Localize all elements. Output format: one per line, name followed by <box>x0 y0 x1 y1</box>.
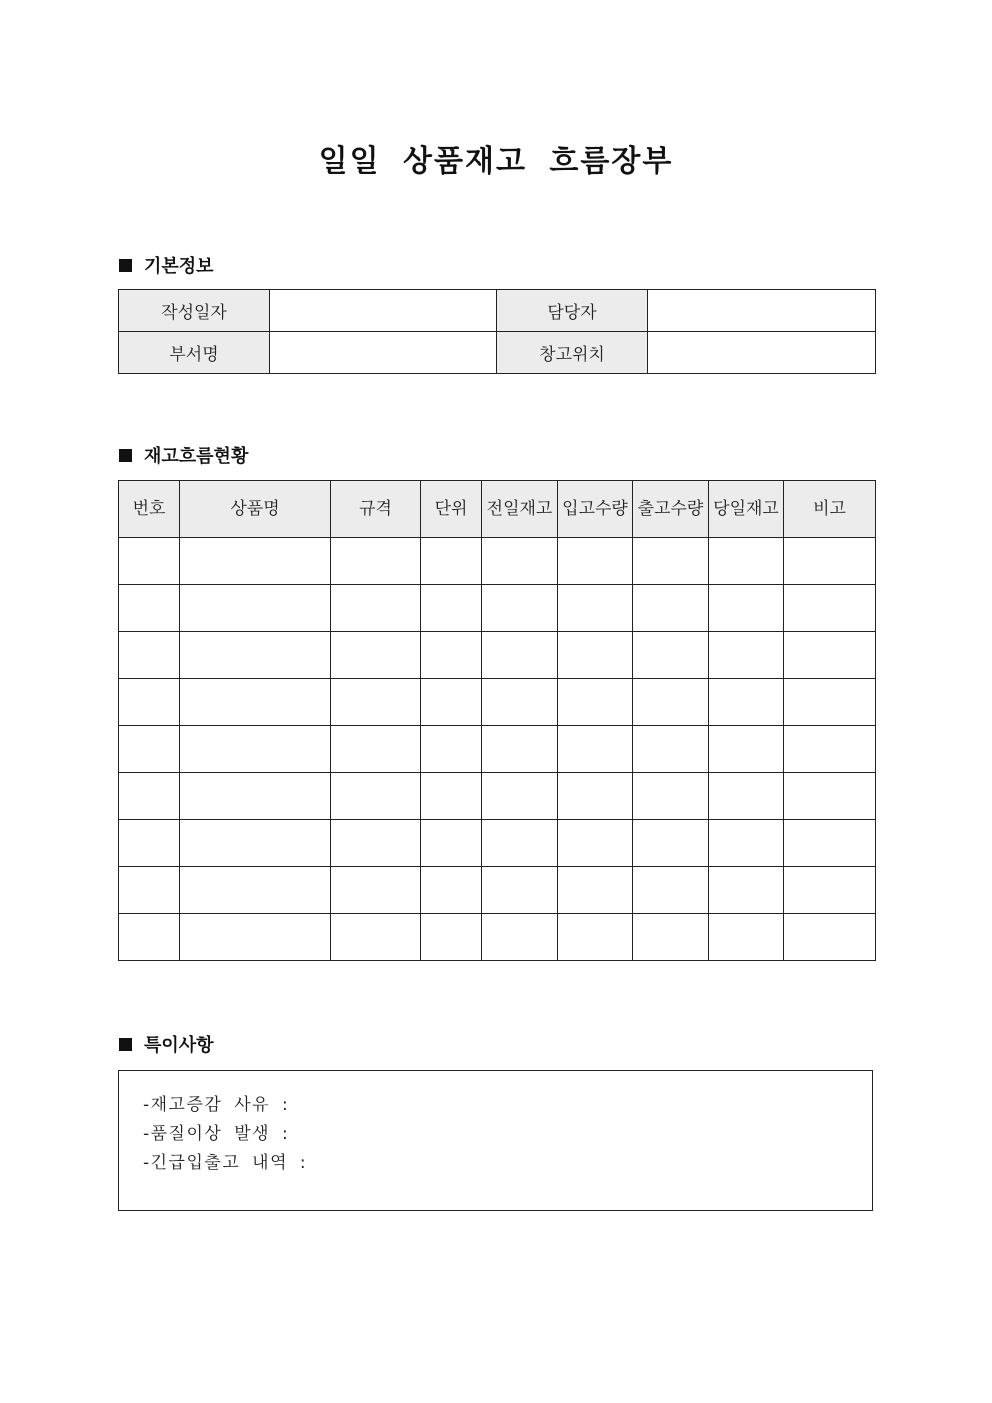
table-cell-today-stock[interactable] <box>709 679 784 726</box>
table-cell-spec[interactable] <box>331 914 421 961</box>
remark-quality-issue: -품질이상 발생 : <box>143 1124 290 1144</box>
table-cell-today-stock[interactable] <box>709 726 784 773</box>
table-cell-prev-stock[interactable] <box>482 820 558 867</box>
basic-info-row <box>119 332 876 374</box>
column-header-label: 단위 <box>434 498 468 519</box>
square-bullet-icon <box>119 259 132 272</box>
table-cell-in-qty[interactable] <box>558 820 633 867</box>
table-cell-prev-stock[interactable] <box>482 585 558 632</box>
written-date-field[interactable] <box>270 290 497 332</box>
stock-table-header-row <box>119 481 876 538</box>
table-cell-today-stock[interactable] <box>709 914 784 961</box>
table-cell-out-qty[interactable] <box>633 585 709 632</box>
table-cell-unit[interactable] <box>421 820 482 867</box>
table-cell-today-stock[interactable] <box>709 773 784 820</box>
column-header-no <box>119 481 180 538</box>
table-cell-prev-stock[interactable] <box>482 632 558 679</box>
section-heading-remarks <box>119 1032 214 1056</box>
basic-info-row <box>119 290 876 332</box>
remarks-box[interactable] <box>118 1070 873 1211</box>
table-cell-product-name[interactable] <box>180 679 331 726</box>
table-cell-no[interactable] <box>119 914 180 961</box>
column-header-label: 전일재고 <box>486 498 553 519</box>
label-warehouse-location: 창고위치 <box>497 332 648 374</box>
table-cell-today-stock[interactable] <box>709 538 784 585</box>
table-cell-no[interactable] <box>119 585 180 632</box>
table-cell-no[interactable] <box>119 632 180 679</box>
table-cell-in-qty[interactable] <box>558 632 633 679</box>
table-row <box>119 585 876 632</box>
table-cell-today-stock[interactable] <box>709 867 784 914</box>
section-heading-stock-flow <box>119 443 248 467</box>
table-row <box>119 632 876 679</box>
table-cell-note[interactable] <box>784 726 876 773</box>
table-cell-spec[interactable] <box>331 820 421 867</box>
table-cell-product-name[interactable] <box>180 773 331 820</box>
table-cell-in-qty[interactable] <box>558 726 633 773</box>
basic-info-table <box>118 289 876 374</box>
square-bullet-icon <box>119 1038 132 1051</box>
table-cell-today-stock[interactable] <box>709 820 784 867</box>
section-heading-basic-info <box>119 253 214 277</box>
table-cell-out-qty[interactable] <box>633 773 709 820</box>
table-cell-note[interactable] <box>784 538 876 585</box>
table-cell-no[interactable] <box>119 679 180 726</box>
label-person-in-charge: 담당자 <box>497 290 648 332</box>
table-cell-out-qty[interactable] <box>633 914 709 961</box>
table-cell-in-qty[interactable] <box>558 679 633 726</box>
column-header-label: 규격 <box>359 498 392 519</box>
table-cell-out-qty[interactable] <box>633 867 709 914</box>
table-cell-out-qty[interactable] <box>633 538 709 585</box>
table-cell-unit[interactable] <box>421 585 482 632</box>
table-cell-unit[interactable] <box>421 773 482 820</box>
column-header-product-name <box>180 481 331 538</box>
table-cell-no[interactable] <box>119 726 180 773</box>
table-cell-note[interactable] <box>784 867 876 914</box>
column-header-label: 번호 <box>132 498 166 519</box>
table-cell-in-qty[interactable] <box>558 914 633 961</box>
table-row <box>119 914 876 961</box>
table-cell-prev-stock[interactable] <box>482 726 558 773</box>
column-header-in-qty <box>558 481 633 538</box>
table-cell-spec[interactable] <box>331 867 421 914</box>
table-cell-out-qty[interactable] <box>633 632 709 679</box>
table-cell-prev-stock[interactable] <box>482 914 558 961</box>
stock-flow-table <box>118 480 876 961</box>
table-row <box>119 538 876 585</box>
table-cell-spec[interactable] <box>331 585 421 632</box>
section-heading-label: 기본정보 <box>144 256 214 277</box>
table-cell-prev-stock[interactable] <box>482 538 558 585</box>
table-cell-note[interactable] <box>784 585 876 632</box>
table-cell-out-qty[interactable] <box>633 679 709 726</box>
table-row <box>119 820 876 867</box>
table-cell-product-name[interactable] <box>180 914 331 961</box>
page-title: 일일 상품재고 흐름장부 <box>318 144 674 179</box>
table-cell-prev-stock[interactable] <box>482 867 558 914</box>
remark-stock-change-reason: -재고증감 사유 : <box>143 1095 290 1115</box>
column-header-out-qty <box>633 481 709 538</box>
table-cell-unit[interactable] <box>421 632 482 679</box>
section-heading-label: 재고흐름현황 <box>144 446 249 467</box>
table-cell-product-name[interactable] <box>180 632 331 679</box>
table-cell-unit[interactable] <box>421 867 482 914</box>
column-header-spec <box>331 481 421 538</box>
table-cell-product-name[interactable] <box>180 585 331 632</box>
table-cell-spec[interactable] <box>331 679 421 726</box>
warehouse-location-field[interactable] <box>648 332 876 374</box>
table-cell-note[interactable] <box>784 773 876 820</box>
table-row <box>119 773 876 820</box>
table-row <box>119 726 876 773</box>
table-cell-in-qty[interactable] <box>558 538 633 585</box>
table-cell-out-qty[interactable] <box>633 726 709 773</box>
table-cell-prev-stock[interactable] <box>482 773 558 820</box>
table-cell-spec[interactable] <box>331 726 421 773</box>
table-cell-today-stock[interactable] <box>709 585 784 632</box>
table-cell-spec[interactable] <box>331 538 421 585</box>
table-cell-today-stock[interactable] <box>709 632 784 679</box>
column-header-label: 출고수량 <box>637 498 704 519</box>
square-bullet-icon <box>119 449 132 462</box>
table-cell-note[interactable] <box>784 914 876 961</box>
table-row <box>119 679 876 726</box>
table-cell-unit[interactable] <box>421 726 482 773</box>
table-cell-prev-stock[interactable] <box>482 679 558 726</box>
label-department: 부서명 <box>119 332 270 374</box>
column-header-label: 상품명 <box>230 498 280 519</box>
column-header-note <box>784 481 876 538</box>
table-cell-out-qty[interactable] <box>633 820 709 867</box>
table-cell-no[interactable] <box>119 867 180 914</box>
table-cell-in-qty[interactable] <box>558 867 633 914</box>
section-heading-label: 특이사항 <box>144 1035 214 1056</box>
table-cell-spec[interactable] <box>331 632 421 679</box>
table-row <box>119 867 876 914</box>
person-in-charge-field[interactable] <box>648 290 876 332</box>
column-header-label: 당일재고 <box>713 498 779 519</box>
department-field[interactable] <box>270 332 497 374</box>
column-header-label: 입고수량 <box>562 498 628 519</box>
table-cell-note[interactable] <box>784 632 876 679</box>
table-cell-note[interactable] <box>784 679 876 726</box>
table-cell-no[interactable] <box>119 773 180 820</box>
column-header-unit <box>421 481 482 538</box>
table-cell-unit[interactable] <box>421 538 482 585</box>
table-cell-no[interactable] <box>119 820 180 867</box>
table-cell-in-qty[interactable] <box>558 585 633 632</box>
table-cell-no[interactable] <box>119 538 180 585</box>
table-cell-product-name[interactable] <box>180 538 331 585</box>
table-cell-unit[interactable] <box>421 679 482 726</box>
remark-urgent-inout: -긴급입출고 내역 : <box>143 1153 308 1173</box>
table-cell-product-name[interactable] <box>180 726 331 773</box>
table-cell-unit[interactable] <box>421 914 482 961</box>
label-written-date: 작성일자 <box>119 290 270 332</box>
table-cell-product-name[interactable] <box>180 867 331 914</box>
table-cell-note[interactable] <box>784 820 876 867</box>
column-header-prev-stock <box>482 481 558 538</box>
table-cell-product-name[interactable] <box>180 820 331 867</box>
column-header-today-stock <box>709 481 784 538</box>
table-cell-in-qty[interactable] <box>558 773 633 820</box>
column-header-label: 비고 <box>813 498 846 519</box>
table-cell-spec[interactable] <box>331 773 421 820</box>
